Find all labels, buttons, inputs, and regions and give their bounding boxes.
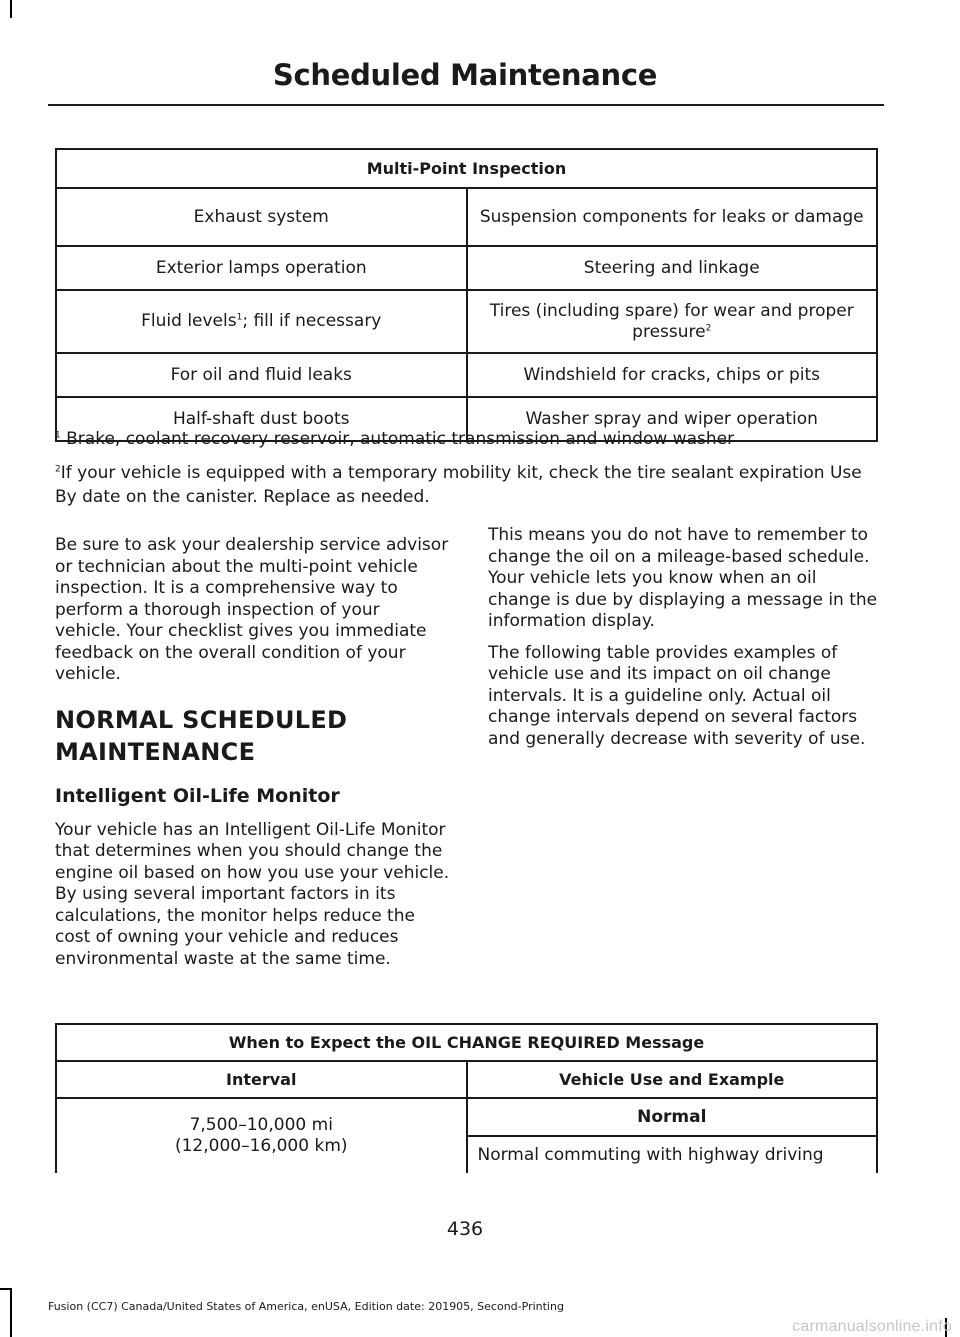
crop-mark-bottom-left	[10, 1288, 12, 1337]
section-heading: NORMAL SCHEDULED MAINTENANCE	[55, 705, 348, 766]
table-cell: Exterior lamps operation	[56, 246, 467, 290]
intro-paragraph: Be sure to ask your dealership service advisor or technician about the multi-point vehicle inspection. It is a comprehensive way to perform a thorough inspection of your vehicle. Your checklist gives you immediate feedback on the overall condition of your vehicle.	[55, 535, 449, 684]
footnote-text: If your vehicle is equipped with a temporary mobility kit, check the tire sealant expiration Use By date on the canister. Replace as needed.	[55, 463, 862, 507]
crop-mark-bottom-left-h	[0, 1288, 12, 1290]
page-number: 436	[446, 1218, 484, 1240]
page-title: Scheduled Maintenance	[272, 58, 658, 92]
column-header-interval: Interval	[56, 1061, 467, 1098]
table-row	[56, 1098, 877, 1136]
oil-change-table	[55, 1023, 878, 1173]
body-paragraph: The following table provides examples of vehicle use and its impact on oil change intervals. It is a guideline only. Actual oil change intervals depend on several factors and generally decrease with severity of use.	[488, 642, 866, 749]
footnote-2	[55, 461, 885, 509]
body-paragraph: This means you do not have to remember to change the oil on a mileage-based schedule. Your vehicle lets you know when an oil change is due by displaying a message in the information display.	[488, 525, 878, 631]
footnote-1	[55, 427, 885, 451]
table-cell: Windshield for cracks, chips or pits	[467, 353, 878, 397]
left-column	[55, 535, 450, 980]
use-category: Normal	[467, 1098, 878, 1136]
table-cell	[467, 290, 878, 353]
footnote-text: Brake, coolant recovery reservoir, automatic transmission and window washer	[60, 429, 735, 449]
footnote-mark: 2	[55, 464, 61, 475]
table-cell: For oil and fluid leaks	[56, 353, 467, 397]
table-title: Multi-Point Inspection	[56, 149, 877, 188]
table-cell: Half-shaft dust boots	[56, 397, 467, 441]
right-column	[488, 525, 883, 760]
table-cell: Steering and linkage	[467, 246, 878, 290]
interval-cell	[56, 1098, 467, 1173]
column-header-vehicle-use: Vehicle Use and Example	[467, 1061, 878, 1098]
subheading: Intelligent Oil-Life Monitor	[55, 784, 340, 807]
header-rule	[48, 104, 884, 106]
footnote-ref: 2	[705, 322, 712, 333]
use-example: Normal commuting with highway driving	[467, 1136, 878, 1173]
interval-miles: 7,500–10,000 mi	[189, 1115, 333, 1135]
monitor-paragraph: Your vehicle has an Intelligent Oil-Life Monitor that determines when you should change the engine oil based on how you use your vehicle. By using several important factors in its calculations, the monitor helps reduce the cost of owning your vehicle and reduces environmental waste at the same time.	[55, 819, 450, 969]
cell-text: Fluid levels	[141, 311, 237, 331]
table-row	[56, 188, 877, 246]
edition-info: Fusion (CC7) Canada/United States of America, enUSA, Edition date: 201905, Second-Printing	[48, 1300, 564, 1313]
table-title: When to Expect the OIL CHANGE REQUIRED Message	[56, 1024, 877, 1061]
table-cell: Suspension components for leaks or damage	[467, 188, 878, 246]
table-cell	[56, 290, 467, 353]
watermark: carmanualsonline.info	[792, 1318, 952, 1335]
cell-text: ; fill if necessary	[242, 311, 382, 331]
table-row	[56, 246, 877, 290]
multi-point-inspection-table	[55, 148, 878, 442]
footnote-mark: 1	[55, 430, 61, 441]
crop-mark-top-left	[10, 0, 12, 18]
table-row	[56, 353, 877, 397]
table-row	[56, 290, 877, 353]
footnote-ref: 1	[236, 312, 243, 323]
interval-km: (12,000–16,000 km)	[174, 1136, 348, 1156]
table-cell: Washer spray and wiper operation	[467, 397, 878, 441]
cell-text: Tires (including spare) for wear and proper pressure	[489, 300, 854, 342]
table-cell: Exhaust system	[56, 188, 467, 246]
